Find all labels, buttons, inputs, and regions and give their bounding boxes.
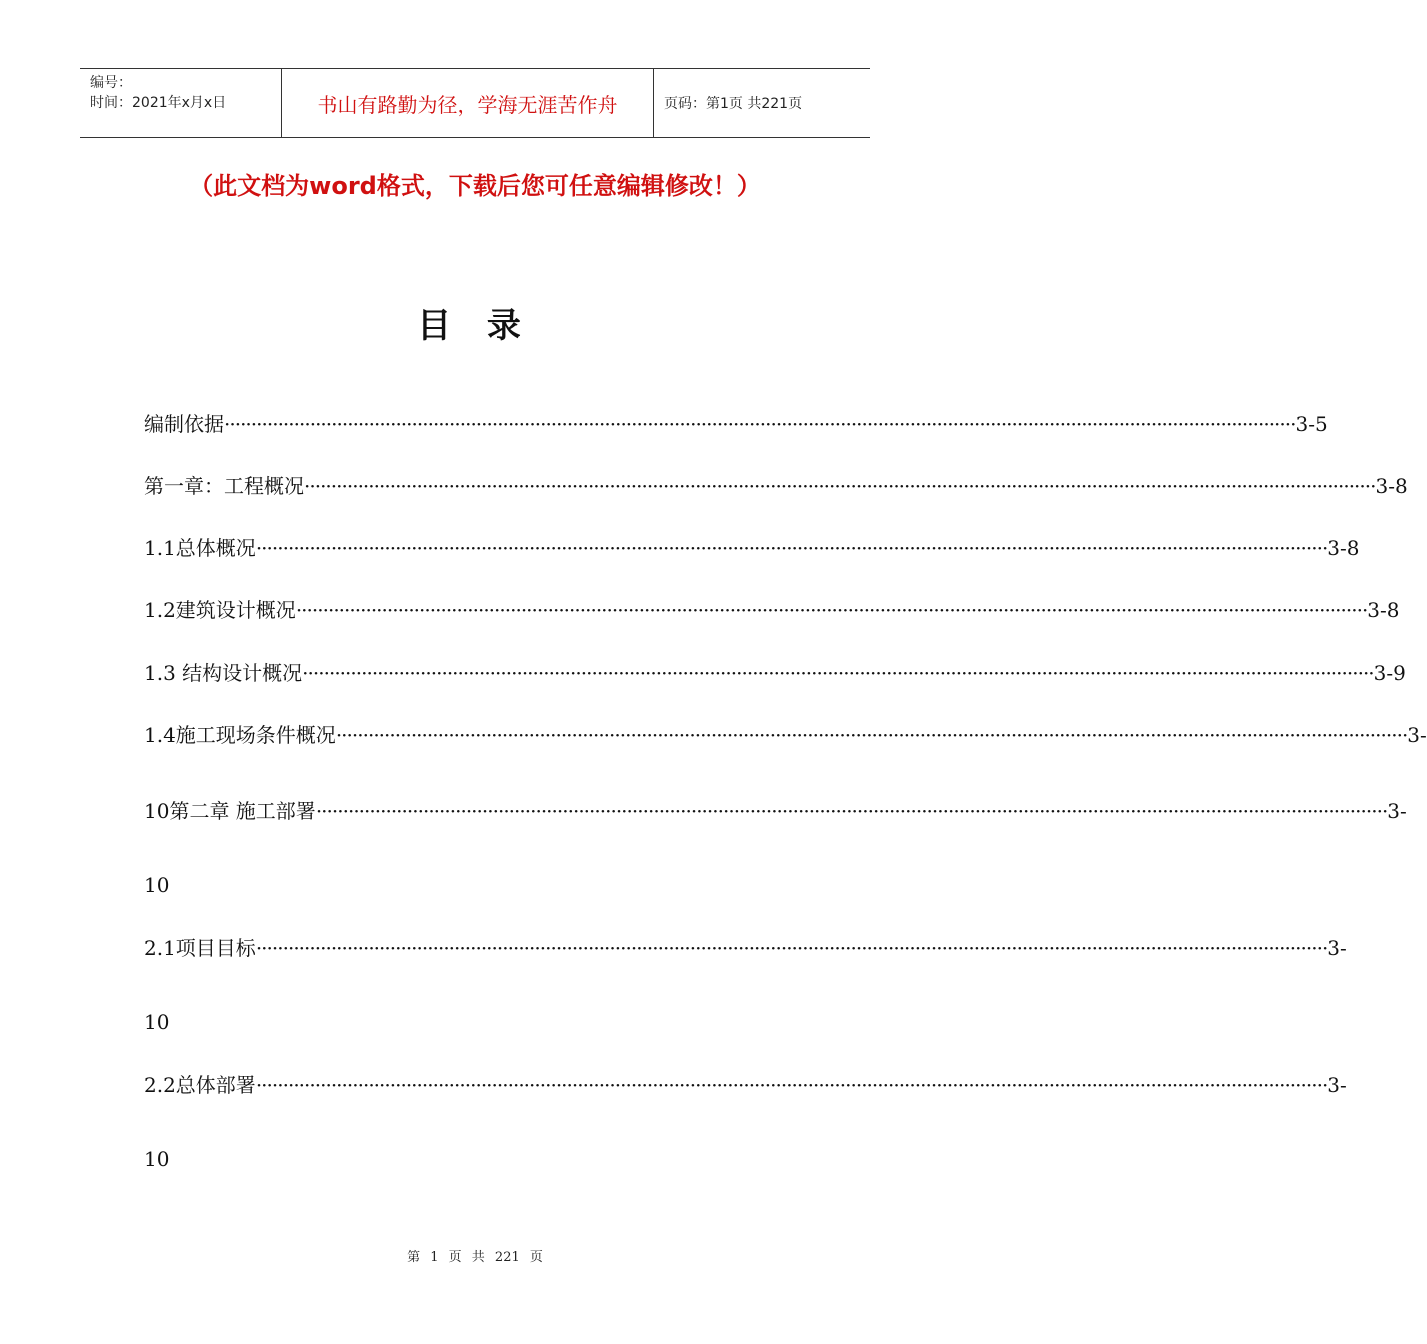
- toc-entry-text: 1.2建筑设计概况: [144, 598, 296, 622]
- header-meta: [80, 69, 282, 137]
- toc-entry[interactable]: [144, 796, 1407, 826]
- toc-entry-page: 3-8: [1327, 536, 1360, 560]
- toc-entry-text: 2.2总体部署: [144, 1073, 256, 1097]
- toc-entry-page: 3-: [1327, 936, 1347, 960]
- toc-leader-dots: ········································································································································································································: [295, 598, 1368, 622]
- toc-entry-page: 3-: [1387, 799, 1407, 823]
- page-footer: 第 1 页 共 221 页: [407, 1250, 543, 1265]
- toc-page-continuation: 10: [144, 1147, 170, 1171]
- toc-leader-dots: ········································································································································································································: [255, 1073, 1328, 1097]
- toc-leader-dots: ········································································································································································································: [335, 723, 1408, 747]
- toc-entry-text: 第一章：工程概况: [144, 474, 304, 498]
- toc-entry[interactable]: [144, 409, 1328, 439]
- document-number: 编号：: [90, 75, 132, 91]
- toc-entry-text: 1.4施工现场条件概况: [144, 723, 336, 747]
- toc-leader-dots: ········································································································································································································: [224, 412, 1296, 436]
- toc-entry-text: 2.1项目目标: [144, 936, 256, 960]
- toc-entry[interactable]: [144, 720, 1427, 750]
- toc-page-continuation: 10: [144, 873, 170, 897]
- toc-entry-text: 1.1总体概况: [144, 536, 256, 560]
- toc-entry-page: 3-9: [1373, 661, 1406, 685]
- toc-entry-page: 3-8: [1375, 474, 1408, 498]
- toc-entry[interactable]: [144, 1070, 1347, 1100]
- page-header: [80, 68, 870, 138]
- toc-page-continuation: 10: [144, 1010, 170, 1034]
- toc-leader-dots: ········································································································································································································: [304, 474, 1376, 498]
- toc-entry-page: 3-: [1407, 723, 1427, 747]
- toc-leader-dots: ········································································································································································································: [255, 536, 1328, 560]
- toc-entry[interactable]: [144, 471, 1408, 501]
- toc-entry-page: 3-8: [1367, 598, 1400, 622]
- toc-entry-text: 10第二章 施工部署: [144, 799, 316, 823]
- toc-leader-dots: ········································································································································································································: [255, 936, 1328, 960]
- toc-entry[interactable]: [144, 595, 1400, 625]
- toc-entry-text: 1.3 结构设计概况: [144, 661, 303, 685]
- edit-notice: （此文档为word格式，下载后您可任意编辑修改！）: [189, 172, 761, 200]
- toc-entry-page: 3-: [1327, 1073, 1347, 1097]
- toc-entry[interactable]: [144, 658, 1406, 688]
- toc-entry[interactable]: [144, 533, 1360, 563]
- toc-entry[interactable]: [144, 933, 1347, 963]
- toc-title: 目 录: [417, 306, 533, 346]
- toc-leader-dots: ········································································································································································································: [302, 661, 1374, 685]
- header-motto: 书山有路勤为径，学海无涯苦作舟: [282, 69, 654, 137]
- toc-entry-page: 3-5: [1295, 412, 1328, 436]
- header-page-info: 页码：第1页 共221页: [664, 96, 803, 112]
- toc-leader-dots: ········································································································································································································: [315, 799, 1388, 823]
- document-date: 时间：2021年x月x日: [90, 95, 227, 111]
- toc-entry-text: 编制依据: [144, 412, 224, 436]
